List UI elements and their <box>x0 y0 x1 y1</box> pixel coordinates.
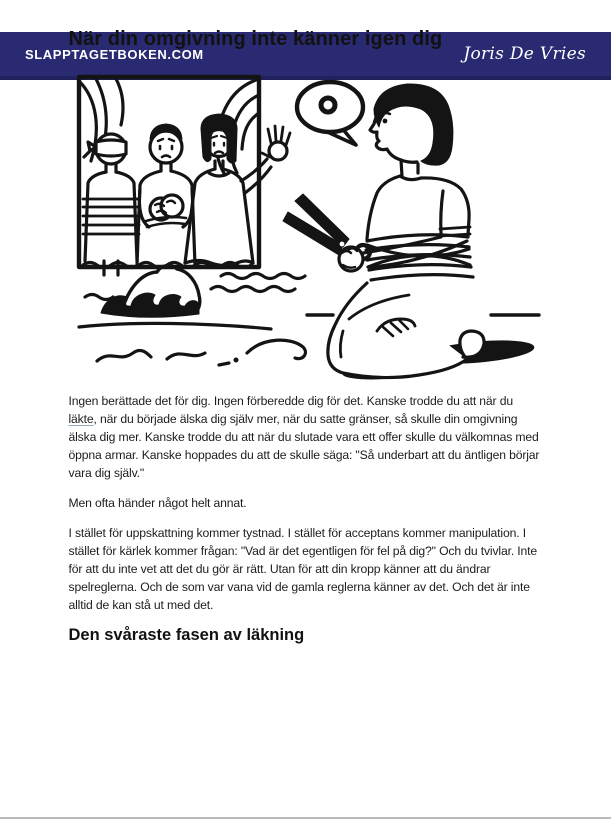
big-wave <box>101 265 200 317</box>
bottom-divider <box>0 817 611 819</box>
paragraph-3: I stället för uppskattning kommer tystnad. I stället för acceptans kommer manipulation. I stället för kärlek kommer frågan: "Vad är det egentligen för fel på dig?" Och du tvivlar. Inte för att du inte vet att det du gör är rätt. Utan för att din kropp känner att du ändrar spelreglerna. Och de som var vana vid de gamla reglerna känner av det. Och det är inte alltid de kan stå ut med det. <box>68 526 538 612</box>
section-subheading: Den svåraste fasen av läkning <box>68 626 305 644</box>
paragraph-1-text-after: , när du började älska dig själv mer, när du satte gränser, så skulle din omgivning älska dig mer. Kanske trodde du att när du slutade vara ett offer skulle du välkomnas med öppna armar. Kanske hoppades du att de skulle säga: "Så underbart att du äntligen börjar vara dig själv." <box>68 412 540 480</box>
site-name-link[interactable]: SLAPPTAGETBOKEN.COM <box>25 46 204 62</box>
paragraph-2: Men ofta händer något helt annat. <box>68 496 247 510</box>
article-title: När din omgivning inte känner igen dig <box>68 28 443 50</box>
speech-bubble <box>297 82 363 145</box>
raised-hand-figure <box>185 114 290 266</box>
article-body <box>69 392 543 614</box>
paragraph-1 <box>69 392 543 482</box>
author-signature: Joris De Vries <box>463 44 586 64</box>
article <box>69 27 543 645</box>
lakte-link[interactable]: läkte <box>68 412 94 426</box>
article-illustration <box>71 69 541 381</box>
foreground-water <box>79 323 305 365</box>
paragraph-1-text: Ingen berättade det för dig. Ingen förberedde dig för det. Kanske trodde du att när du <box>68 394 513 408</box>
